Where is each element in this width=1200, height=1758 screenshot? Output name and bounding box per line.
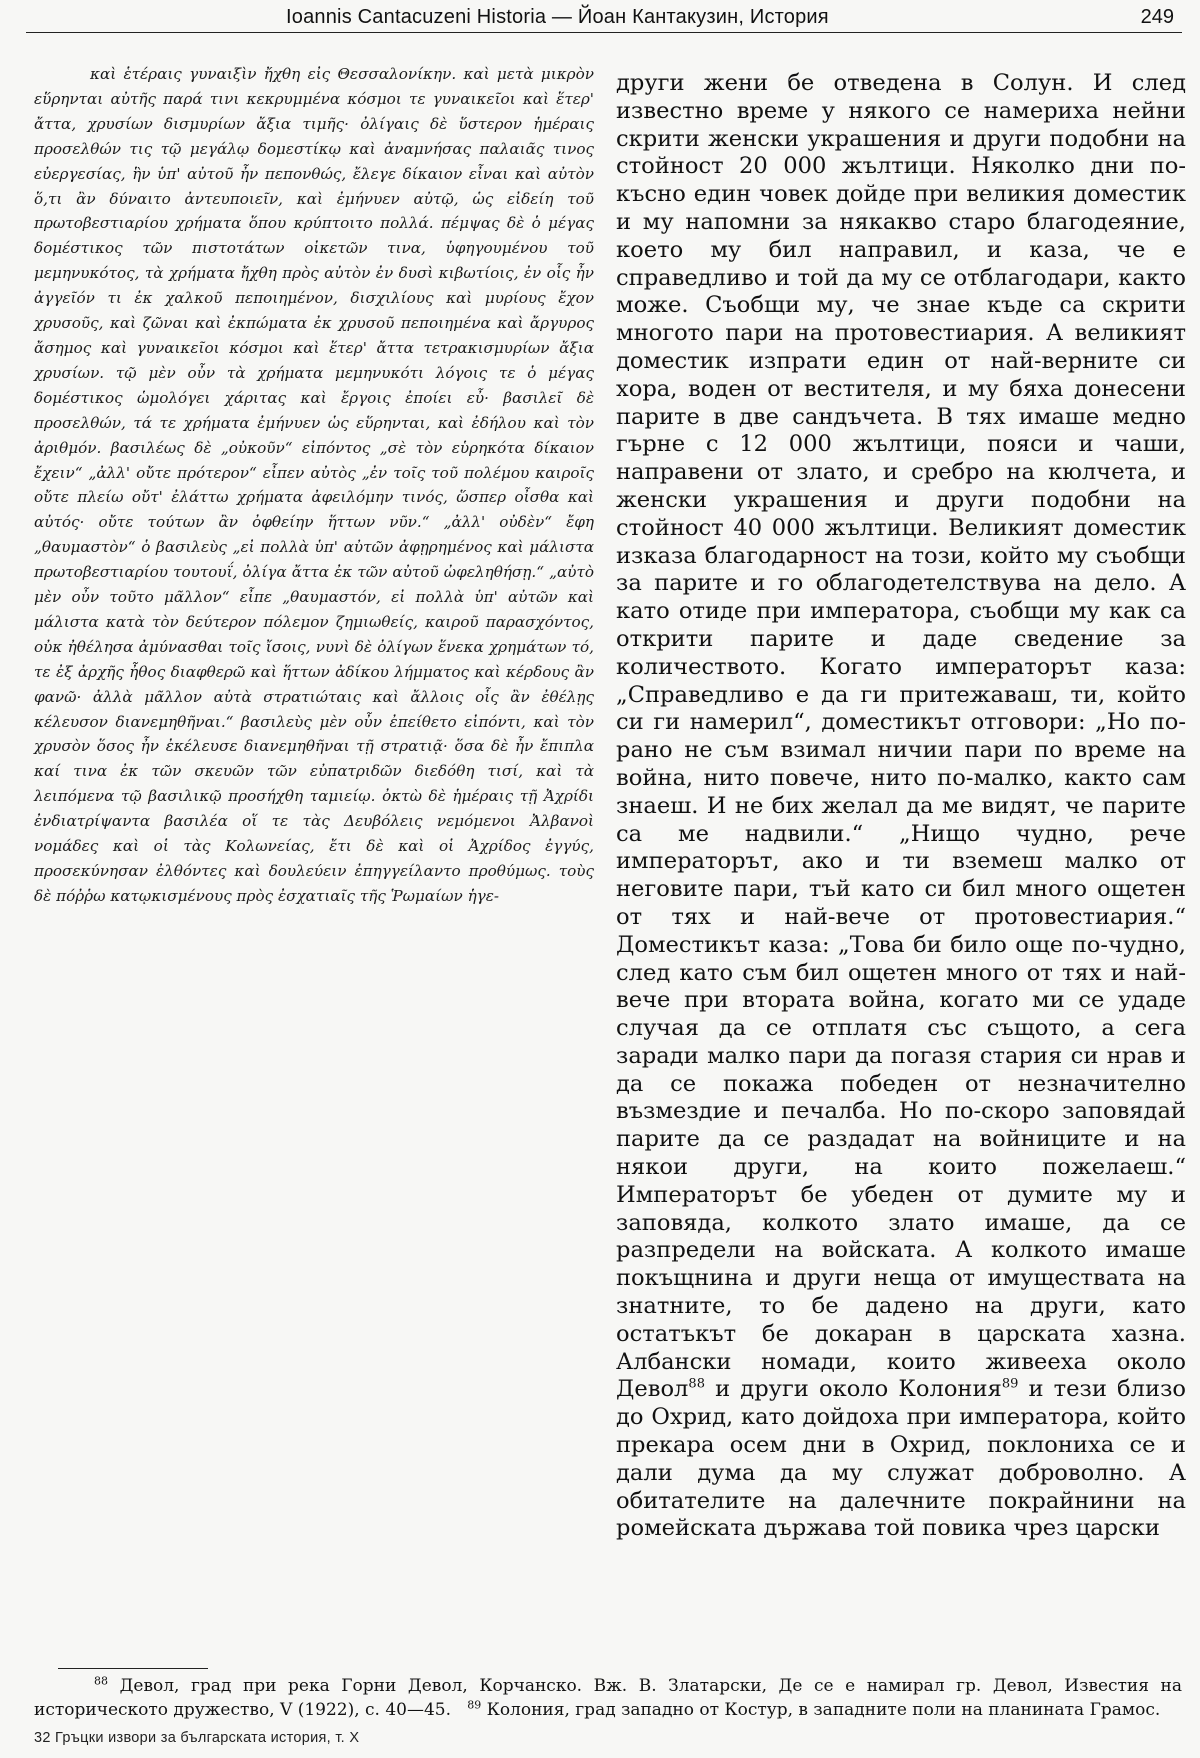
header-title: Ioannis Cantacuzeni Historia — Йоан Кантакузин, История — [286, 6, 829, 28]
greek-column — [34, 62, 594, 909]
footnote-text-89: Колония, град западно от Костур, в западните поли на планината Грамос. — [486, 1700, 1161, 1720]
footnote-text-88: Девол, град при река Горни Девол, Корчанско. Вж. В. Златарски, Де се е намирал гр. Девол, Известия на историческото дружество, V (1922), с. 40—45. — [34, 1676, 1183, 1720]
footnotes — [34, 1674, 1182, 1722]
footnote-block — [34, 1674, 1182, 1722]
bulgarian-paragraph — [616, 70, 1186, 1543]
bulgarian-text-part-1: други жени бе отведена в Солун. И след известно време у някого се намериха нейни скрити женски украшения и други подобни на стойност 20 000 жълтици. Няколко дни по-късно един човек дойде при великия доместик и му напомни за някакво старо благодеяние, което му бил направил, и каза, че е справедливо и той да му се отблагодари, както може. Съобщи му, че знае къде са скрити многото пари на протовестиария. А великият доместик изпрати един от най-верните си хора, воден от вестителя, и му бяха донесени парите в две сандъчета. В тях имаше медно гърне с 12 000 жълтици, пояси и чаши, направени от злато, и сребро на кюлчета, и женски украшения и други подобни на стойност 40 000 жълтици. Великият доместик изказа благодарност на този, който му съобщи за парите и го облагодетелствува на дело. А като отиде при императора, съобщи му как са открити парите и даде сведение за количеството. Когато императорът каза: „Справедливо е да ги притежаваш, ти, който си ги намерил“, доместикът отговори: „Но по-рано не съм взимал ничии пари по време на война, нито повече, нито по-малко, както сам знаеш. И не бих желал да ме видят, че парите са ме надвили.“ „Нищо чудно, рече императорът, ако и ти вземеш малко от неговите пари, тъй като си бил много ощетен от тях и най-вече от протовестиария.“ Доместикът каза: „Това би било още по-чудно, след като съм бил ощетен много от тях и най-вече при втората война, когато ми се удаде случая да се отплатя със същото, а сега заради малко пари да погазя стария си нрав и да се покажа победен от незначително възмездие и печалба. Но по-скоро заповядай парите да се раздадат на войниците и на някои други, на които пожелаеш.“ Императорът бе убеден от думите му и заповяда, колкото злато имаше, да се разпредели на войската. А колкото имаше покъщнина и други неща от имуществата на знатните, то бе дадено на други, като остатъкът бе докаран в царската хазна. Албански номади, които живееха около Девол — [616, 70, 1186, 1403]
print-signature: 32 Гръцки извори за българската история, т. X — [34, 1730, 360, 1746]
bulgarian-text-part-3: и тези близо до Охрид, като дойдоха при императора, който прекара осем дни в Охрид, поклониха се и дали дума да му служат доброволно. А обитателите на далечните покрайнини на ромейската държава той повика чрез царски — [616, 1376, 1186, 1542]
footnote-number-89: 89 — [467, 1698, 482, 1712]
page-number: 249 — [1140, 6, 1174, 28]
greek-paragraph: καὶ ἑτέραις γυναιξὶν ἤχθη εἰς Θεσσαλονίκην. καὶ μετὰ μικρὸν εὕρηνται αὐτῆς παρά τινι κεκρυμμένα κόσμοι τε γυναικεῖοι καὶ ἕτερ' ἄττα, χρυσίων δισμυρίων ἄξια τιμῆς· ὀλίγαις δὲ ὕστερον ἡμέραις προσελθών τις τῷ μεγάλῳ δομεστίκῳ καὶ ἀναμνήσας παλαιᾶς τινος εὐεργεσίας, ἣν ὑπ' αὐτοῦ ἦν πεπονθώς, ἔλεγε δίκαιον εἶναι καὶ αὐτὸν ὅ,τι ἂν δύναιτο ἀντευποιεῖν, καὶ ἐμήνυεν αὐτῷ, ὡς εἰδείη τοῦ πρωτοβεστιαρίου χρήματα ὅπου κρύπτοιτο πολλά. πέμψας δὲ ὁ μέγας δομέστικος τῶν πιστοτάτων οἰκετῶν τινα, ὑφηγουμένου τοῦ μεμηνυκότος, τὰ χρήματα ἤχθη πρὸς αὐτὸν ἐν δυσὶ κιβωτίοις, ἐν οἷς ἦν ἀγγεῖόν τι ἐκ χαλκοῦ πεποιημένον, δισχιλίους καὶ μυρίους ἔχον χρυσοῦς, καὶ ζῶναι καὶ ἐκπώματα ἐκ χρυσοῦ πεποιημένα καὶ ἄργυρος ἄσημος καὶ γυναικεῖοι κόσμοι καὶ ἕτερ' ἄττα τετρακισμυρίων ἄξια χρυσίων. τῷ μὲν οὖν τὰ χρήματα μεμηνυκότι λόγοις τε ὁ μέγας δομέστικος ὡμολόγει χάριτας καὶ ἔργοις ἐποίει εὖ· βασιλεῖ δὲ προσελθών, τά τε χρήματα ἐμήνυεν ὡς εὕρηνται, καὶ ἐδήλου καὶ τὸν ἀριθμόν. βασιλέως δὲ „οὐκοῦν“ εἰπόντος „σὲ τὸν εὑρηκότα δίκαιον ἔχειν“ „ἀλλ' οὔτε πρότερον“ εἶπεν αὐτὸς „ἐν τοῖς τοῦ πολέμου καιροῖς οὔτε πλείω οὔτ' ἐλάττω χρήματα ἀφειλόμην τινός, ὥσπερ οἶσθα καὶ αὐτός· οὔτε τούτων ἂν ὀφθείην ἥττων νῦν.“ „ἀλλ' οὐδὲν“ ἔφη „θαυμαστὸν“ ὁ βασιλεὺς „εἰ πολλὰ ὑπ' αὐτῶν ἀφῃρημένος καὶ μάλιστα πρωτοβεστιαρίου τουτουΐ, ὀλίγα ἄττα ἐκ τῶν αὐτοῦ ὠφεληθήσῃ.“ „αὐτὸ μὲν οὖν τοῦτο μᾶλλον“ εἶπε „θαυμαστόν, εἰ πολλὰ ὑπ' αὐτῶν καὶ μάλιστα κατὰ τὸν δεύτερον πόλεμον ζημιωθείς, καιροῦ παρασχόντος, οὐκ ἠθέλησα ἀμύνασθαι τοῖς ἴσοις, νυνὶ δὲ ὀλίγων ἕνεκα χρημάτων τό, τε ἐξ ἀρχῆς ἦθος διαφθερῶ καὶ ἥττων ἀδίκου λήμματος καὶ κέρδους ἂν φανῶ· ἀλλὰ μᾶλλον αὐτὰ στρατιώταις καὶ ἄλλοις οἷς ἂν ἐθέλῃς κέλευσον διανεμηθῆναι.“ βασιλεὺς μὲν οὖν ἐπείθετο εἰπόντι, καὶ τὸν χρυσὸν ὅσος ἦν ἐκέλευσε διανεμηθῆναι τῇ στρατιᾷ· ὅσα δὲ ἦν ἔπιπλα καί τινα ἐκ τῶν σκευῶν τῶν εὐπατριδῶν διεδόθη τισί, καὶ τὰ λειπόμενα τῷ βασιλικῷ προσήχθη ταμιείῳ. ὀκτὼ δὲ ἡμέραις τῇ Ἀχρίδι ἐνδιατρίψαντα βασιλέα οἵ τε τὰς Δευβόλεις νεμόμενοι Ἀλβανοὶ νομάδες καὶ οἱ τὰς Κολωνείας, ἔτι δὲ καὶ οἱ Ἀχρίδος ἐγγύς, προσεκύνησαν ἐλθόντες καὶ δουλεύειν ἐπηγγείλαντο προθύμως. τοὺς δὲ πόῤῥω κατῳκισμένους πρὸς ἐσχατιαῖς τῆς Ῥωμαίων ἡγε- — [34, 65, 594, 905]
footnote-ref-88[interactable]: 88 — [688, 1376, 705, 1392]
bulgarian-column — [616, 70, 1186, 1543]
footnote-divider — [58, 1668, 208, 1669]
footnote-ref-89[interactable]: 89 — [1001, 1376, 1019, 1392]
bulgarian-text-part-2: и други около Колония — [704, 1376, 1002, 1403]
running-header — [26, 6, 1182, 33]
footnote-number-88: 88 — [94, 1674, 108, 1688]
